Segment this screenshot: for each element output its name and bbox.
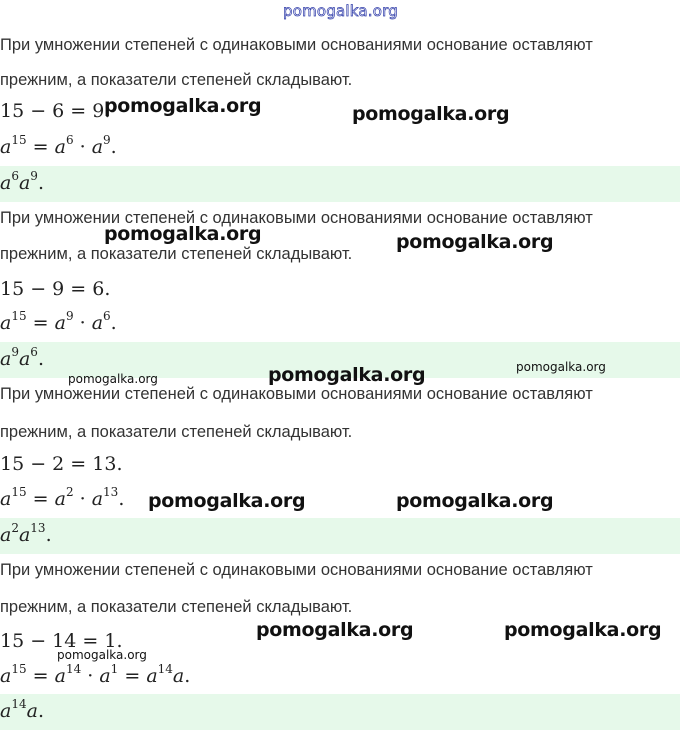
exponent: 2 [11, 521, 19, 535]
exponent: 15 [11, 133, 27, 147]
watermark: pomogalka.org [396, 231, 554, 253]
watermark: pomogalka.org [104, 223, 262, 245]
exponent: 15 [11, 309, 27, 323]
base: a [0, 524, 12, 546]
exponent: 9 [30, 169, 38, 183]
equation-line: $a^{15} = a^6 \cdot a^9$. [0, 133, 117, 158]
base: a [0, 136, 12, 158]
exponent: 14 [65, 662, 82, 676]
exponent: 9 [65, 309, 74, 323]
base: a [91, 488, 104, 510]
exponent: 13 [30, 521, 46, 535]
exponent: 2 [65, 485, 74, 499]
answer-band [0, 694, 680, 730]
rule-text-line-2: прежним, а показатели степеней складывают. [0, 423, 353, 441]
base: a [0, 348, 12, 370]
base: a [54, 665, 66, 687]
base: a [99, 665, 111, 687]
watermark: pomogalka.org [396, 490, 554, 512]
rule-text-line-2: прежним, а показатели степеней складывают. [0, 245, 353, 263]
rule-text-line-2: прежним, а показатели степеней складывают. [0, 598, 353, 616]
answer: $a^{14}a$. [0, 697, 44, 722]
rule-text-line-1: При умножении степеней с одинаковыми основаниями основание оставляют [0, 385, 593, 403]
header-watermark: pomogalka.org [283, 2, 398, 20]
base: a [54, 136, 66, 158]
base: a [18, 348, 31, 370]
base: a [172, 665, 185, 687]
exponent: 1 [110, 662, 119, 676]
answer-band [0, 166, 680, 202]
base: a [91, 136, 104, 158]
base: a [91, 312, 104, 334]
answer-band [0, 518, 680, 554]
calc-line: 15 − 6 = 9. [0, 100, 111, 122]
exponent: 9 [103, 133, 111, 147]
base: a [0, 312, 12, 334]
watermark: pomogalka.org [516, 360, 606, 374]
exponent: 6 [30, 345, 38, 359]
equation-line: $a^{15} = a^{14} \cdot a^1 = a^{14}a$. [0, 662, 191, 687]
rule-text-line-1: При умножении степеней с одинаковыми основаниями основание оставляют [0, 36, 593, 54]
exponent: 13 [103, 485, 119, 499]
watermark: pomogalka.org [352, 103, 510, 125]
watermark: pomogalka.org [256, 619, 414, 641]
base: a [0, 665, 12, 687]
rule-text-line-1: При умножении степеней с одинаковыми основаниями основание оставляют [0, 561, 593, 579]
calc-line: 15 − 9 = 6. [0, 278, 111, 300]
watermark: pomogalka.org [148, 490, 306, 512]
base: a [0, 488, 12, 510]
base: a [54, 488, 66, 510]
exponent: 15 [11, 485, 27, 499]
exponent: 6 [65, 133, 74, 147]
exponent: 6 [11, 169, 19, 183]
answer: $a^2a^{13}$. [0, 521, 52, 546]
exponent: 9 [11, 345, 19, 359]
exponent: 15 [11, 662, 27, 676]
equation-line: $a^{15} = a^9 \cdot a^6$. [0, 309, 117, 334]
rule-text-line-2: прежним, а показатели степеней складывают. [0, 71, 353, 89]
watermark: pomogalka.org [68, 372, 158, 386]
exponent: 14 [11, 697, 27, 711]
base: a [0, 172, 12, 194]
base: a [0, 700, 12, 722]
exponent: 14 [157, 662, 173, 676]
watermark: pomogalka.org [57, 648, 147, 662]
base: a [18, 524, 31, 546]
answer: $a^6a^9$. [0, 169, 44, 194]
watermark: pomogalka.org [504, 619, 662, 641]
calc-line: 15 − 14 = 1. [0, 630, 123, 652]
exponent: 6 [103, 309, 111, 323]
calc-line: 15 − 2 = 13. [0, 453, 123, 475]
watermark: pomogalka.org [104, 95, 262, 117]
equation-line: $a^{15} = a^2 \cdot a^{13}$. [0, 485, 125, 510]
base: a [146, 665, 158, 687]
base: a [54, 312, 66, 334]
base: a [18, 172, 31, 194]
answer: $a^9a^6$. [0, 345, 44, 370]
watermark: pomogalka.org [268, 364, 426, 386]
rule-text-line-1: При умножении степеней с одинаковыми основаниями основание оставляют [0, 209, 593, 227]
base: a [26, 700, 38, 722]
